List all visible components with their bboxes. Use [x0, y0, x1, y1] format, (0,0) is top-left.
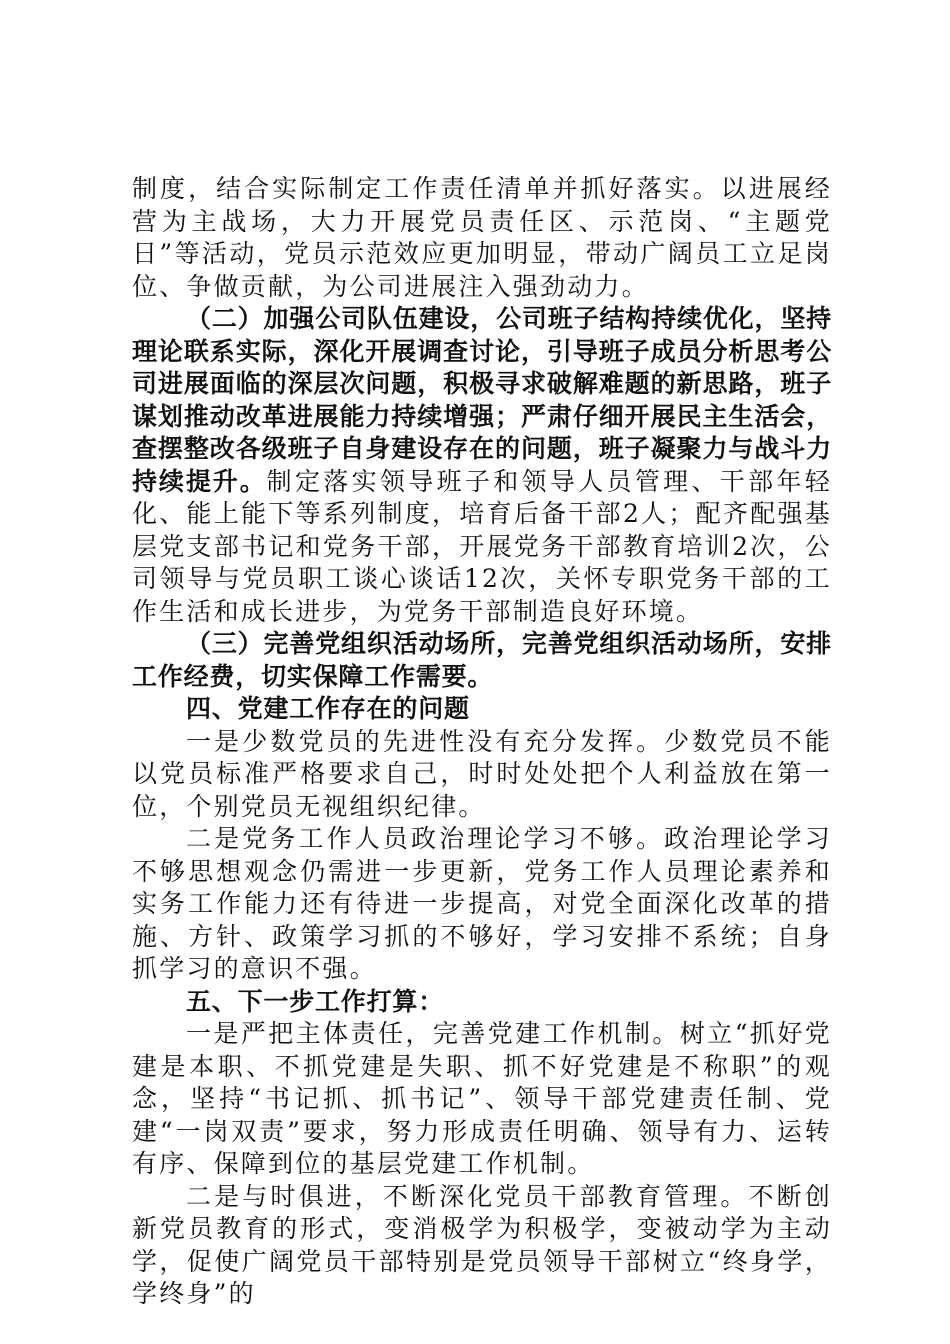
paragraph-team-building [132, 303, 832, 628]
paragraph-plan-two: 二是与时俱进，不断深化党员干部教育管理。不断创新党员教育的形式，变消极学为积极学，变被动学为主动学，促使广阔党员干部特别是党员领导干部树立“终身学，学终身”的 [132, 1181, 832, 1308]
paragraph-problem-one: 一是少数党员的先进性没有充分发挥。少数党员不能以党员标准严格要求自己，时时处处把个人利益放在第一位，个别党员无视组织纪律。 [132, 726, 832, 821]
section-heading-problems: 四、党建工作存在的问题 [186, 694, 470, 723]
paragraph-body-text: 制定落实领导班子和领导人员管理、干部年轻化、能上能下等系列制度，培育后备干部2人；配齐配强基层党支部书记和党务干部，开展党务干部教育培训2次，公司领导与党员职工谈心谈话12次，关怀专职党务干部的工作生活和成长进步，为党务干部制造良好环境。 [132, 466, 832, 626]
paragraph-lead-bold: （二）加强公司队伍建设，公司班子结构持续优化，坚持理论联系实际，深化开展调查讨论，引导班子成员分析思考公司进展面临的深层次问题，积极寻求破解难题的新思路，班子谋划推动改革进展能力持续增强；严肃仔细开展民主生活会，查摆整改各级班子自身建设存在的问题，班子凝聚力与战斗力持续提升。 [132, 304, 832, 496]
paragraph-activity-venue: （三）完善党组织活动场所，完善党组织活动场所，安排工作经费，切实保障工作需要。 [132, 629, 832, 691]
paragraph-plan-one: 一是严把主体责任，完善党建工作机制。树立“抓好党建是本职、不抓党建是失职、抓不好党建是不称职”的观念，坚持“书记抓、抓书记”、领导干部党建责任制、党建“一岗双责”要求，努力形成责任明确、领导有力、运转有序、保障到位的基层党建工作机制。 [132, 1019, 832, 1178]
document-body [132, 173, 832, 1311]
section-heading-next-steps: 五、下一步工作打算： [186, 986, 445, 1016]
paragraph-problem-two: 二是党务工作人员政治理论学习不够。政治理论学习不够思想观念仍需进一步更新，党务工作人员理论素养和实务工作能力还有待进一步提高，对党全面深化改革的措施、方针、政策学习抓的不够好，学习安排不系统；自身抓学习的意识不强。 [132, 824, 832, 983]
paragraph-continuation: 制度，结合实际制定工作责任清单并抓好落实。以进展经营为主战场，大力开展党员责任区、示范岗、“主题党日”等活动，党员示范效应更加明显，带动广阔员工立足岗位、争做贡献，为公司进展注入强劲动力。 [132, 174, 832, 301]
